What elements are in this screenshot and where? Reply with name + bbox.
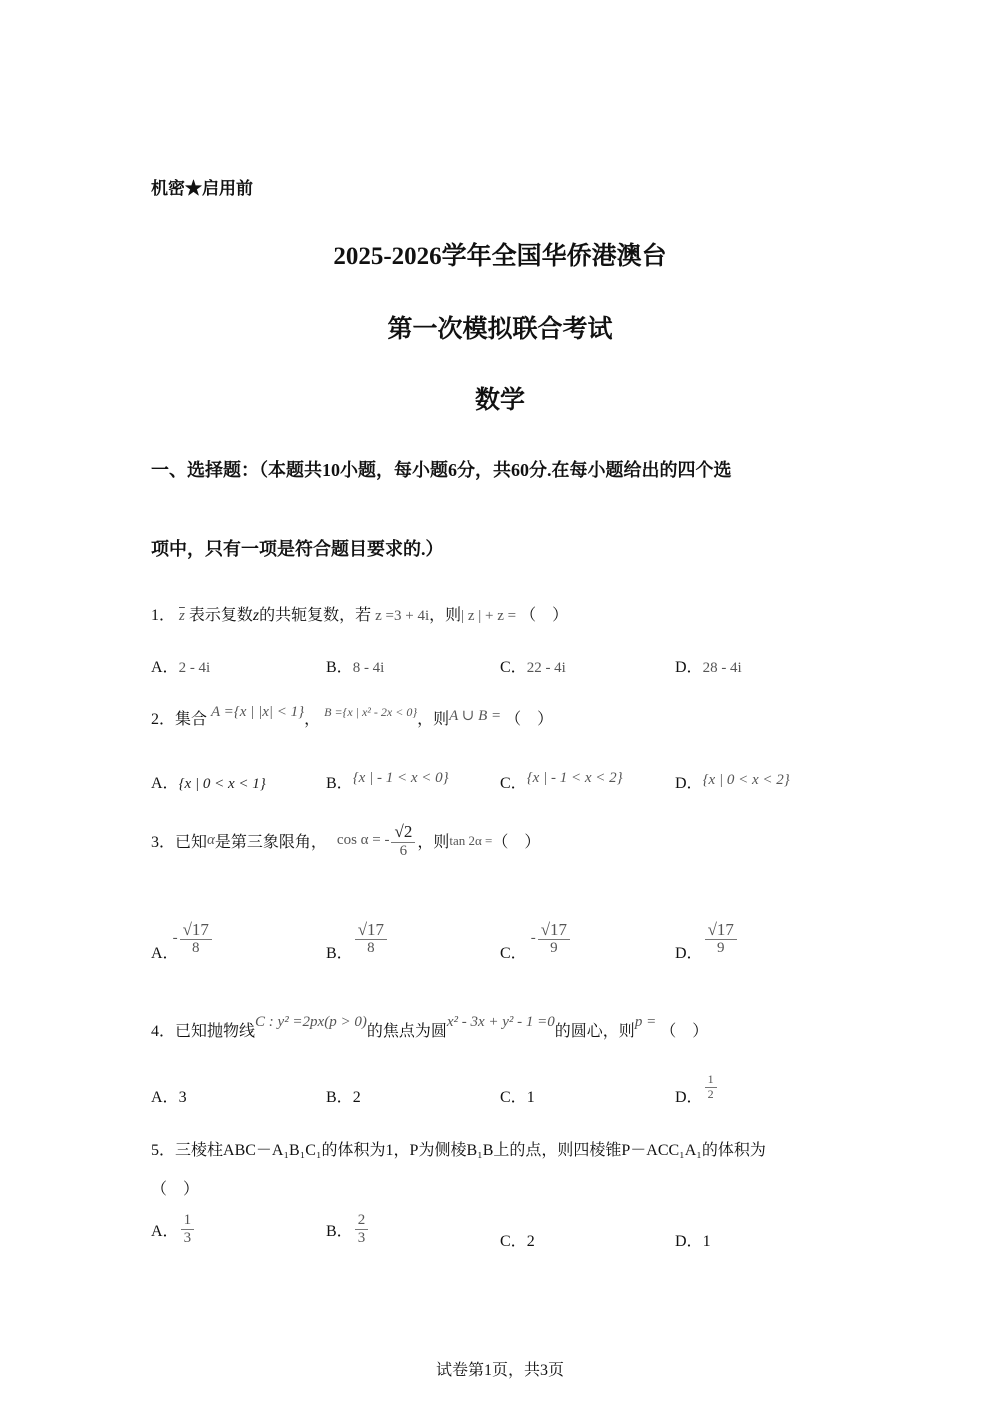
question-text: 的圆心，则: [554, 1023, 635, 1040]
option-b: [326, 770, 449, 793]
option-label: C．: [500, 945, 527, 962]
fraction-denominator: 3: [183, 1230, 192, 1247]
question-text: ，则: [417, 711, 450, 728]
cos-fraction: [391, 822, 415, 860]
option-c: [500, 770, 623, 793]
page-footer: 试卷第1页，共3页: [435, 1362, 564, 1379]
set-a: A ={x | |x| < 1}: [211, 704, 305, 720]
option-sign: -: [172, 930, 178, 946]
option-fraction: [181, 1212, 195, 1248]
alpha-symbol: α: [207, 832, 215, 849]
answer-paren: （ ）: [151, 1181, 200, 1198]
option-b: [326, 1084, 361, 1107]
option-c: [500, 1084, 535, 1107]
fraction-numerator: 1: [705, 1073, 717, 1088]
option-value: {x | 0 < x < 2}: [702, 772, 790, 788]
option-d: [675, 1228, 711, 1251]
fraction-denominator: 9: [716, 940, 725, 957]
option-label: B．: [326, 1223, 353, 1241]
option-c: [500, 1228, 535, 1251]
question-text: ，则: [417, 834, 450, 852]
option-value: {x | - 1 < x < 0}: [352, 770, 449, 786]
question-text: 三棱柱ABC－A₁B₁C₁的体积为1，P为侧棱B₁B上的点，则四棱锥P－ACC₁A₁的体积为: [175, 1142, 766, 1159]
option-label: D．: [675, 1089, 703, 1106]
option-fraction: [538, 920, 570, 958]
expression: p =: [634, 1014, 657, 1030]
expression: | z | + z =: [461, 608, 517, 624]
fraction-numerator: √17: [180, 920, 212, 941]
variable-z: z: [252, 607, 260, 624]
option-fraction: [705, 1073, 717, 1102]
answer-paren: （ ）: [660, 1023, 709, 1040]
expression: tan 2α =: [449, 832, 493, 848]
option-label: A．: [151, 945, 179, 962]
fraction-numerator: √2: [391, 822, 415, 843]
equation-z: z =3 + 4i: [375, 608, 430, 624]
option-label: C．: [500, 1233, 527, 1250]
option-a: [151, 770, 266, 793]
fraction-numerator: 1: [181, 1212, 195, 1230]
option-sign: -: [530, 930, 536, 946]
question-3: [151, 822, 540, 860]
option-value: 3: [178, 1089, 187, 1106]
fraction-numerator: 2: [355, 1212, 369, 1230]
fraction-numerator: √17: [538, 920, 570, 941]
option-value: 1: [526, 1089, 535, 1106]
question-number: 5．: [151, 1142, 176, 1159]
option-value: {x | - 1 < x < 2}: [526, 770, 623, 786]
question-5: [151, 1137, 766, 1160]
option-c: [500, 914, 572, 963]
fraction-denominator: 8: [191, 940, 200, 957]
option-label: A．: [151, 659, 179, 676]
question-text: ，则: [429, 607, 462, 624]
option-label: C．: [500, 659, 527, 676]
question-text: 集合: [175, 711, 208, 728]
question-number: 1．: [151, 607, 176, 624]
option-label: B．: [326, 1089, 353, 1106]
option-value: 1: [702, 1233, 711, 1250]
option-value: 22 - 4i: [526, 660, 566, 676]
subject-title: 数学: [474, 387, 525, 414]
question-number: 2．: [151, 711, 176, 728]
option-value: 8 - 4i: [352, 660, 385, 676]
question-number: 4．: [151, 1023, 176, 1040]
option-value: 2 - 4i: [178, 660, 211, 676]
question-text: ，: [304, 711, 321, 728]
question-number: 3．: [151, 834, 176, 852]
option-a: [151, 654, 210, 677]
option-c: [500, 654, 566, 677]
fraction-numerator: √17: [355, 920, 387, 941]
option-label: D．: [675, 945, 703, 962]
option-d: [675, 770, 790, 793]
question-2: [151, 706, 553, 729]
option-b: [326, 914, 389, 963]
answer-paren: （ ）: [520, 607, 569, 624]
option-label: C．: [500, 1089, 527, 1106]
conjugate-z-symbol: $\overline{z}$: [179, 608, 185, 624]
fraction-denominator: 9: [550, 940, 558, 957]
option-label: A．: [151, 1089, 179, 1106]
circle-equation: x² - 3x + y² - 1 =0: [446, 1014, 555, 1030]
question-text: 已知抛物线: [175, 1023, 256, 1040]
option-label: B．: [326, 945, 353, 962]
exam-title-line1: 2025-2026学年全国华侨港澳台: [333, 243, 667, 270]
section-heading-line2: 项中，只有一项是符合题目要求的.）: [151, 539, 444, 559]
option-value: {x | 0 < x < 1}: [178, 776, 266, 792]
answer-paren: （ ）: [505, 711, 554, 728]
option-label: D．: [675, 775, 703, 792]
option-b: [326, 1212, 370, 1248]
option-a: [151, 1084, 187, 1107]
option-d: [675, 654, 742, 677]
option-a: [151, 914, 214, 963]
option-label: A．: [151, 775, 179, 792]
section-heading-line1: 一、选择题：（本题共10小题，每小题6分，共60分.在每小题给出的四个选: [151, 460, 732, 480]
question-text: 的共轭复数，若: [259, 607, 372, 624]
option-label: C．: [500, 775, 527, 792]
option-value: 2: [526, 1233, 535, 1250]
option-fraction: [355, 920, 387, 958]
confidential-mark: 机密★启用前: [151, 179, 253, 198]
fraction-denominator: 8: [367, 940, 375, 957]
option-d: [675, 1068, 719, 1107]
expression: A ∪ B =: [449, 708, 502, 724]
cos-expression: cos α = -: [336, 832, 390, 849]
option-value: 28 - 4i: [702, 660, 742, 676]
fraction-denominator: 2: [707, 1087, 714, 1101]
parabola-equation: C : y² =2px(p > 0): [255, 1014, 367, 1030]
option-fraction: [705, 920, 737, 958]
question-1: [151, 602, 568, 625]
option-fraction: [180, 920, 212, 958]
option-label: B．: [326, 659, 353, 676]
fraction-denominator: 3: [357, 1230, 366, 1247]
option-a: [151, 1212, 196, 1248]
question-4: [151, 1014, 709, 1041]
question-text: 已知: [175, 834, 208, 852]
option-value: 2: [352, 1089, 361, 1106]
exam-title-line2: 第一次模拟联合考试: [387, 316, 613, 343]
fraction-denominator: 6: [399, 842, 408, 859]
question-text: 是第三象限角，: [214, 834, 327, 852]
question-text: 的焦点为圆: [366, 1023, 447, 1040]
fraction-numerator: √17: [705, 920, 737, 941]
option-b: [326, 654, 384, 677]
option-label: D．: [675, 659, 703, 676]
option-fraction: [355, 1212, 369, 1248]
option-d: [675, 914, 739, 963]
question-text: 表示复数: [188, 607, 253, 624]
option-label: D．: [675, 1233, 703, 1250]
option-label: B．: [326, 775, 353, 792]
set-b: B ={x | x² - 2x < 0}: [324, 705, 418, 719]
answer-paren: （ ）: [492, 834, 541, 852]
option-label: A．: [151, 1223, 179, 1241]
